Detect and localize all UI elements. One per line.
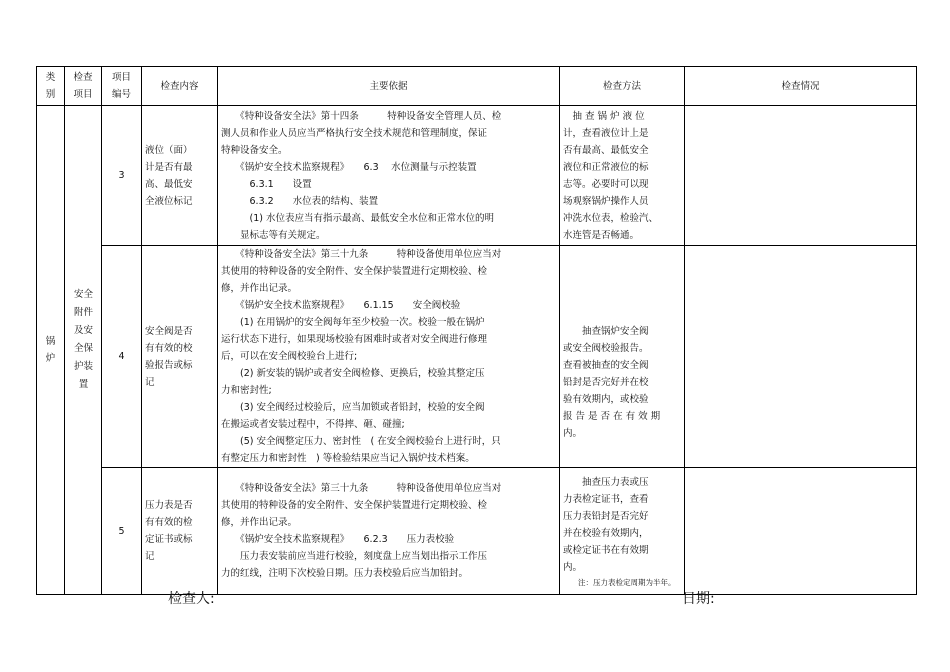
main-basis (218, 106, 560, 246)
item-line: 置 (78, 379, 89, 390)
header-method: 检查方法 (560, 67, 685, 106)
content-line: 定证书或标 (145, 534, 193, 545)
item-number: 4 (102, 246, 142, 468)
method-line (563, 306, 681, 323)
header-number (102, 67, 142, 106)
method-line (563, 289, 681, 306)
content-line: 记 (145, 376, 155, 388)
method-line: 铅封是否完好并在校 (563, 376, 649, 388)
method-line: 计，查看液位计上是 (563, 127, 649, 139)
method-line: 抽查锅炉安全阀 (563, 325, 649, 337)
item-line: 附件 (73, 307, 93, 318)
method-line: 并在校验有效期内， (563, 527, 649, 539)
content-line: 记 (145, 551, 155, 562)
header-number-line: 编号 (111, 89, 131, 100)
basis-line: 力和密封性; (221, 385, 272, 396)
table-header-row (37, 67, 917, 106)
method-line: 验有效期内，或校验 (563, 393, 649, 405)
basis-line: 《特种设备安全法》第十四条 特种设备安全管理人员、检 (221, 110, 502, 122)
check-content (142, 468, 218, 595)
method-line: 抽查压力表或压 (563, 476, 649, 488)
method-line: 冲洗水位表，检验汽、 (563, 212, 659, 224)
category-line: 炉 (45, 353, 56, 364)
header-number-line: 项目 (111, 72, 131, 83)
basis-line: 有整定压力和密封性 ) 等检验结果应当记入锅炉技术档案。 (221, 453, 475, 464)
date-label: 日期: (682, 591, 715, 607)
basis-line: 《特种设备安全法》第三十九条 特种设备使用单位应当对 (221, 249, 502, 260)
item-line: 及安 (73, 325, 93, 336)
method-line: 压力表铅封是否完好 (563, 510, 649, 522)
basis-line: 《特种设备安全法》第三十九条 特种设备使用单位应当对 (221, 483, 502, 494)
basis-line: 《锅炉安全技术监察规程》 6.1.15 安全阀校验 (221, 300, 461, 311)
check-method (560, 106, 685, 246)
basis-line: 修，并作出记录。 (221, 517, 298, 528)
content-line: 液位（面） (145, 144, 193, 156)
basis-line: 在搬运或者安装过程中，不得摔、砸、碰撞; (221, 419, 405, 430)
method-line: 或安全阀校验报告。 (563, 342, 649, 354)
method-line: 场观察锅炉操作人员 (563, 195, 649, 207)
method-line: 报 告 是 否 在 有 效 期 (563, 410, 661, 422)
content-line: 安全阀是否 (145, 325, 193, 337)
method-line: 力表检定证书，查看 (563, 493, 649, 505)
category-cell (37, 106, 65, 595)
main-basis (218, 246, 560, 468)
method-line: 志等。必要时可以现 (563, 178, 649, 190)
basis-line: 6.3.2 水位表的结构、装置 (221, 195, 379, 207)
method-line: 查看被抽查的安全阀 (563, 359, 649, 371)
table-row (37, 106, 917, 246)
basis-line: (5) 安全阀整定压力、密封性 ( 在安全阀校验台上进行时，只 (221, 436, 501, 447)
method-line: 内。 (563, 427, 583, 439)
basis-line: 《锅炉安全技术监察规程》 6.3 水位测量与示控装置 (221, 161, 477, 173)
content-line: 有有效的检 (145, 517, 193, 528)
header-item-line: 检查 (73, 72, 93, 83)
item-line: 安全 (73, 289, 93, 300)
table-row (37, 468, 917, 595)
item-number: 5 (102, 468, 142, 595)
item-line: 全保 (73, 343, 93, 354)
basis-line: 修，并作出记录。 (221, 283, 298, 294)
method-line: 水连管是否畅通。 (563, 229, 640, 241)
method-note: 注：压力表检定周期为半年。 (563, 577, 676, 587)
basis-line: 其使用的特种设备的安全附件、安全保护装置进行定期校验、检 (221, 500, 488, 511)
basis-line: (1) 水位表应当有指示最高、最低安全水位和正常水位的明 (221, 212, 494, 224)
header-category-line: 类 (45, 72, 56, 83)
item-line: 护装 (73, 361, 93, 372)
content-line: 验报告或标 (145, 359, 193, 371)
content-line: 高、最低安 (145, 178, 193, 190)
method-line: 液位和正常液位的标 (563, 161, 649, 173)
method-line: 否有最高、最低安全 (563, 144, 649, 156)
basis-line: 测人员和作业人员应当严格执行安全技术规范和管理制度，保证 (221, 127, 488, 139)
basis-line: 6.3.1 设置 (221, 178, 312, 190)
basis-line: 显标志等有关规定。 (221, 229, 326, 241)
method-line: 内。 (563, 561, 583, 573)
basis-line: (2) 新安装的锅炉或者安全阀检修、更换后，校验其整定压 (221, 368, 485, 379)
check-status[interactable] (685, 106, 917, 246)
basis-line: 运行状态下进行，如果现场校验有困难时或者对安全阀进行修理 (221, 334, 488, 345)
inspection-table (36, 66, 917, 595)
content-line: 有有效的校 (145, 342, 193, 354)
method-line: 抽 查 锅 炉 液 位 (563, 110, 645, 122)
category-line: 锅 (45, 336, 56, 347)
header-status: 检查情况 (685, 67, 917, 106)
item-number: 3 (102, 106, 142, 246)
content-line: 压力表是否 (145, 500, 193, 511)
basis-line: 其使用的特种设备的安全附件、安全保护装置进行定期校验、检 (221, 266, 488, 277)
check-method (560, 246, 685, 468)
basis-line: 《锅炉安全技术监察规程》 6.2.3 压力表校验 (221, 534, 455, 545)
content-line: 全液位标记 (145, 195, 193, 207)
item-label (65, 286, 102, 394)
inspector-label: 检查人: (168, 591, 215, 607)
header-category (37, 67, 65, 106)
table-row (37, 246, 917, 468)
basis-line: 压力表安装前应当进行校验，刻度盘上应当划出指示工作压 (221, 551, 488, 562)
basis-line: 力的红线，注明下次校验日期。压力表校验后应当加铅封。 (221, 568, 469, 579)
header-category-line: 别 (45, 89, 56, 100)
header-item (65, 67, 102, 106)
check-status[interactable] (685, 468, 917, 595)
method-line: 或检定证书在有效期 (563, 544, 649, 556)
method-line (563, 272, 681, 289)
check-content (142, 106, 218, 246)
main-basis (218, 468, 560, 595)
basis-line: 特种设备安全。 (221, 144, 288, 156)
check-content (142, 246, 218, 468)
check-method (560, 468, 685, 595)
basis-line: (1) 在用锅炉的安全阀每年至少校验一次。校验一般在锅炉 (221, 317, 485, 328)
basis-line: 后，可以在安全阀校验台上进行; (221, 351, 358, 362)
check-status[interactable] (685, 246, 917, 468)
header-basis: 主要依据 (218, 67, 560, 106)
header-item-line: 项目 (73, 89, 93, 100)
content-line: 计是否有最 (145, 161, 193, 173)
basis-line: (3) 安全阀经过校验后，应当加锁或者铅封，校验的安全阀 (221, 402, 485, 413)
header-content: 检查内容 (142, 67, 218, 106)
